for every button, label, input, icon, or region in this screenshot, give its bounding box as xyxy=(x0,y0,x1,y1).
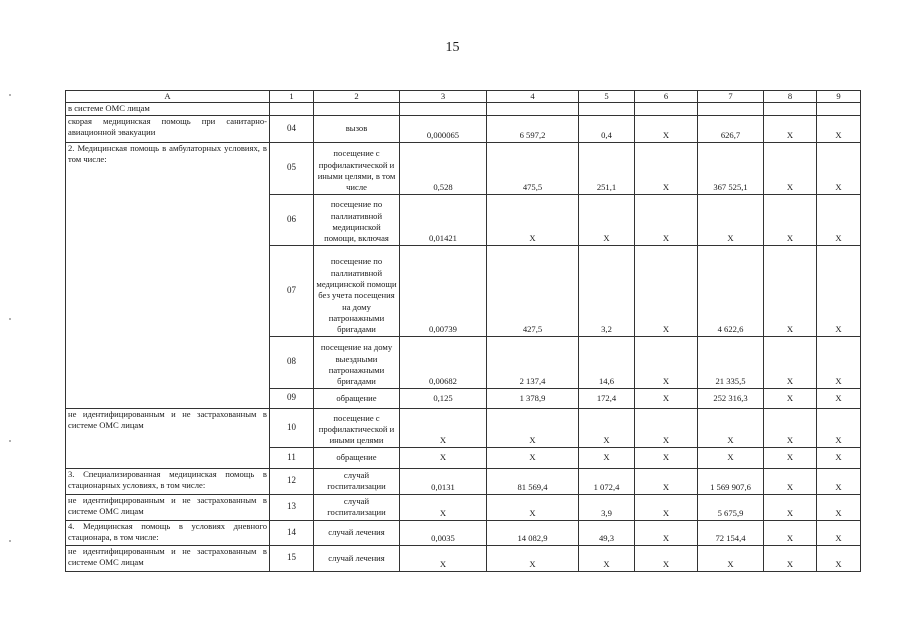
cell-col5: 172,4 xyxy=(579,388,635,408)
column-header: 4 xyxy=(487,91,579,103)
table-row xyxy=(66,115,861,142)
cell-col9: Х xyxy=(817,388,861,408)
cell-col3: 0,000065 xyxy=(400,115,487,142)
cell-col4: Х xyxy=(487,194,579,245)
row-label: не идентифицированным и не застрахованным в системе ОМС лицам xyxy=(66,408,270,468)
cell-col5: Х xyxy=(579,447,635,468)
cell-col8: Х xyxy=(764,408,817,447)
cell-col7: Х xyxy=(698,408,764,447)
cell-col9: Х xyxy=(817,245,861,336)
cell-col3: 0,125 xyxy=(400,388,487,408)
row-code: 15 xyxy=(270,545,314,571)
table-row xyxy=(66,103,861,115)
cell-col4: Х xyxy=(487,494,579,520)
cell-col6 xyxy=(635,103,698,115)
cell-col4: Х xyxy=(487,447,579,468)
cell-col3 xyxy=(400,103,487,115)
table-row xyxy=(66,545,861,571)
cell-col5: Х xyxy=(579,545,635,571)
cell-col3: Х xyxy=(400,545,487,571)
cell-col9: Х xyxy=(817,336,861,388)
row-unit: случай лечения xyxy=(314,520,400,545)
cell-col7: 367 525,1 xyxy=(698,142,764,194)
cell-col8: Х xyxy=(764,336,817,388)
cell-col8: Х xyxy=(764,194,817,245)
cell-col5 xyxy=(579,103,635,115)
cell-col6: Х xyxy=(635,336,698,388)
row-code: 06 xyxy=(270,194,314,245)
scan-speck xyxy=(9,440,11,442)
cell-col6: Х xyxy=(635,245,698,336)
cell-col8: Х xyxy=(764,468,817,494)
cell-col7: 21 335,5 xyxy=(698,336,764,388)
row-unit: обращение xyxy=(314,447,400,468)
row-label: не идентифицированным и не застрахованным в системе ОМС лицам xyxy=(66,494,270,520)
row-code xyxy=(270,103,314,115)
cell-col3: 0,0131 xyxy=(400,468,487,494)
row-unit: посещение с профилактической и иными целями, в том числе xyxy=(314,142,400,194)
cell-col5: 3,9 xyxy=(579,494,635,520)
cell-col5: 251,1 xyxy=(579,142,635,194)
table-row xyxy=(66,468,861,494)
row-code: 10 xyxy=(270,408,314,447)
cell-col6: Х xyxy=(635,388,698,408)
cell-col3: 0,00739 xyxy=(400,245,487,336)
cell-col5: 14,6 xyxy=(579,336,635,388)
cell-col6: Х xyxy=(635,408,698,447)
cell-col9: Х xyxy=(817,545,861,571)
row-code: 11 xyxy=(270,447,314,468)
cell-col5: Х xyxy=(579,194,635,245)
row-code: 05 xyxy=(270,142,314,194)
table-row xyxy=(66,494,861,520)
cell-col8: Х xyxy=(764,494,817,520)
cell-col7: 1 569 907,6 xyxy=(698,468,764,494)
cell-col8: Х xyxy=(764,545,817,571)
row-label: не идентифицированным и не застрахованным в системе ОМС лицам xyxy=(66,545,270,571)
cell-col7: 252 316,3 xyxy=(698,388,764,408)
cell-col7: Х xyxy=(698,545,764,571)
cell-col4: 6 597,2 xyxy=(487,115,579,142)
cell-col9: Х xyxy=(817,408,861,447)
row-label: 2. Медицинская помощь в амбулаторных условиях, в том числе: xyxy=(66,142,270,408)
column-header: 9 xyxy=(817,91,861,103)
row-unit: случай лечения xyxy=(314,545,400,571)
cell-col7: Х xyxy=(698,194,764,245)
row-code: 04 xyxy=(270,115,314,142)
row-code: 12 xyxy=(270,468,314,494)
cell-col3: 0,01421 xyxy=(400,194,487,245)
row-code: 08 xyxy=(270,336,314,388)
cell-col9 xyxy=(817,103,861,115)
row-code: 09 xyxy=(270,388,314,408)
row-label: 4. Медицинская помощь в условиях дневного стационара, в том числе: xyxy=(66,520,270,545)
cell-col8: Х xyxy=(764,520,817,545)
cell-col3: Х xyxy=(400,408,487,447)
cell-col3: 0,00682 xyxy=(400,336,487,388)
row-unit: вызов xyxy=(314,115,400,142)
row-unit xyxy=(314,103,400,115)
row-unit: посещение на дому выездными патронажными бригадами xyxy=(314,336,400,388)
cell-col9: Х xyxy=(817,468,861,494)
column-header: 3 xyxy=(400,91,487,103)
column-header: 7 xyxy=(698,91,764,103)
scan-speck xyxy=(9,540,11,542)
row-unit: посещение по паллиативной медицинской помощи без учета посещения на дому патронажными бригадами xyxy=(314,245,400,336)
cell-col4: 427,5 xyxy=(487,245,579,336)
cell-col9: Х xyxy=(817,494,861,520)
cell-col4: 81 569,4 xyxy=(487,468,579,494)
cell-col9: Х xyxy=(817,194,861,245)
cell-col3: 0,528 xyxy=(400,142,487,194)
cell-col7 xyxy=(698,103,764,115)
row-label: в системе ОМС лицам xyxy=(66,103,270,115)
table-row xyxy=(66,142,861,194)
cell-col4: 14 082,9 xyxy=(487,520,579,545)
cell-col7: 626,7 xyxy=(698,115,764,142)
row-unit: посещение с профилактической и иными целями xyxy=(314,408,400,447)
row-unit: посещение по паллиативной медицинской помощи, включая xyxy=(314,194,400,245)
cell-col6: Х xyxy=(635,520,698,545)
cell-col3: Х xyxy=(400,494,487,520)
cell-col5: 49,3 xyxy=(579,520,635,545)
row-label: скорая медицинская помощь при санитарно-авиационной эвакуации xyxy=(66,115,270,142)
cell-col6: Х xyxy=(635,468,698,494)
cell-col8: Х xyxy=(764,115,817,142)
cell-col7: Х xyxy=(698,447,764,468)
cell-col5: 0,4 xyxy=(579,115,635,142)
row-unit: случай госпитализации xyxy=(314,468,400,494)
row-code: 07 xyxy=(270,245,314,336)
cell-col4: Х xyxy=(487,545,579,571)
cell-col8: Х xyxy=(764,142,817,194)
scan-speck xyxy=(9,94,11,96)
row-label: 3. Специализированная медицинская помощь в стационарных условиях, в том числе: xyxy=(66,468,270,494)
cell-col5: Х xyxy=(579,408,635,447)
cell-col3: Х xyxy=(400,447,487,468)
column-header: 1 xyxy=(270,91,314,103)
cell-col6: Х xyxy=(635,545,698,571)
column-header: 8 xyxy=(764,91,817,103)
cell-col7: 4 622,6 xyxy=(698,245,764,336)
cell-col4: Х xyxy=(487,408,579,447)
cell-col8: Х xyxy=(764,447,817,468)
table-row xyxy=(66,520,861,545)
cell-col5: 3,2 xyxy=(579,245,635,336)
page-number: 15 xyxy=(445,40,460,55)
column-header: 2 xyxy=(314,91,400,103)
row-code: 14 xyxy=(270,520,314,545)
data-table xyxy=(65,90,861,572)
cell-col8: Х xyxy=(764,245,817,336)
cell-col7: 72 154,4 xyxy=(698,520,764,545)
cell-col4: 2 137,4 xyxy=(487,336,579,388)
cell-col7: 5 675,9 xyxy=(698,494,764,520)
row-unit: случай госпитализации xyxy=(314,494,400,520)
cell-col8: Х xyxy=(764,388,817,408)
row-unit: обращение xyxy=(314,388,400,408)
scan-speck xyxy=(9,318,11,320)
cell-col4: 1 378,9 xyxy=(487,388,579,408)
column-header: 5 xyxy=(579,91,635,103)
cell-col6: Х xyxy=(635,115,698,142)
cell-col9: Х xyxy=(817,142,861,194)
cell-col6: Х xyxy=(635,142,698,194)
cell-col5: 1 072,4 xyxy=(579,468,635,494)
column-header: 6 xyxy=(635,91,698,103)
cell-col8 xyxy=(764,103,817,115)
cell-col6: Х xyxy=(635,447,698,468)
column-header: А xyxy=(66,91,270,103)
cell-col9: Х xyxy=(817,447,861,468)
table-row xyxy=(66,408,861,447)
cell-col4 xyxy=(487,103,579,115)
cell-col9: Х xyxy=(817,115,861,142)
cell-col9: Х xyxy=(817,520,861,545)
header-row xyxy=(66,91,861,103)
row-code: 13 xyxy=(270,494,314,520)
cell-col3: 0,0035 xyxy=(400,520,487,545)
cell-col6: Х xyxy=(635,194,698,245)
cell-col6: Х xyxy=(635,494,698,520)
cell-col4: 475,5 xyxy=(487,142,579,194)
